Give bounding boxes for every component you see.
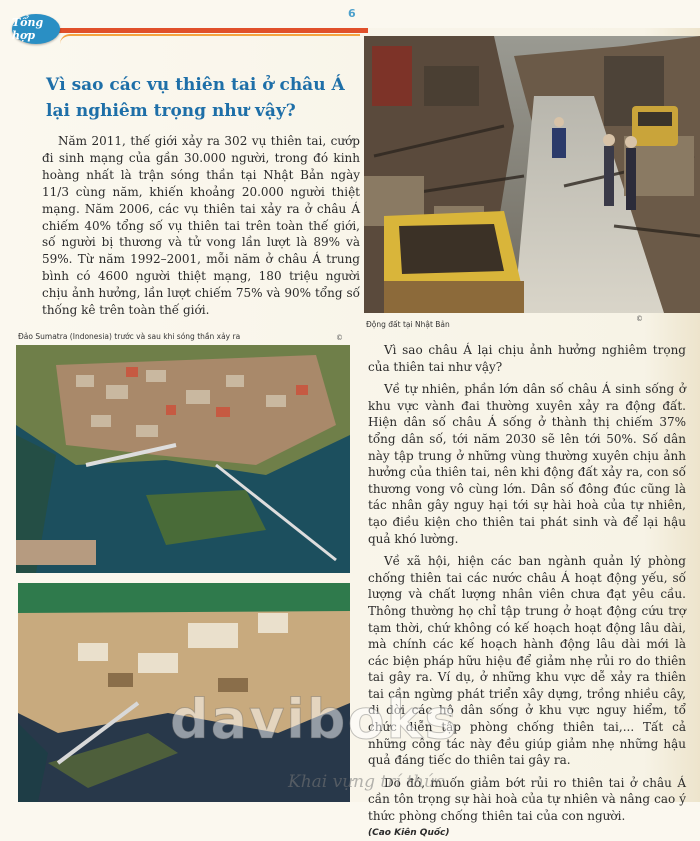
article-author: (Cao Kiên Quốc) <box>368 827 450 838</box>
sumatra-photo-caption: Đảo Sumatra (Indonesia) trước và sau khi sóng thần xảy ra <box>18 332 241 341</box>
intro-paragraph: Năm 2011, thế giới xảy ra 302 vụ thiên tai, cướp đi sinh mạng của gần 30.000 người, trong đó kinh hoàng nhất là trận sóng thần tại Nhật Bản ngày 11/3 cùng năm, khiến khoảng 20.000 người thiệt mạng. Năm 2006, các vụ thiên tai xảy ra ở châu Á chiếm 40% tổng số vụ thiên tai trên toàn thế giới, số người bị thương và tử vong lần lượt là 89% và 59%. Từ năm 1992–2001, mỗi năm ở châu Á trung bình có 4600 người thiệt mạng, 180 triệu người chịu ảnh hưởng, lần lượt chiếm 75% và 90% tổng số thống kê trên toàn thế giới. <box>42 134 360 318</box>
japan-photo-copyright: © <box>636 315 643 323</box>
article-body <box>368 342 686 841</box>
section-badge: Tổng hợp <box>12 14 60 44</box>
japan-earthquake-photo <box>364 36 700 313</box>
japan-photo-caption: Động đất tại Nhật Bản <box>366 320 450 329</box>
page-number: 6 <box>348 7 356 20</box>
publisher-watermark-slogan: Khai vựng trí thức <box>288 772 445 792</box>
sumatra-photo-copyright: © <box>336 334 343 342</box>
body-paragraph-nature: Về tự nhiên, phần lớn dân số châu Á sinh sống ở khu vực vành đai thường xuyên xảy ra động đất. Hiện dân số châu Á sống ở thành thị chiếm 37% tổng dân số, tới năm 2030 sẽ lên tới 50%. Số dân này tập trung ở những vùng thường xuyên chịu ảnh hưởng của thiên tai, nên khi động đất xảy ra, con số thương vong vô cùng lớn. Dân số đông đúc cũng là tác nhân gây nguy hại tới sự hài hoà của tự nhiên, tạo điều kiện cho thiên tai phát sinh và để lại hậu quả khó lường. <box>368 382 686 546</box>
body-paragraph-conclusion: Do đó, muốn giảm bớt rủi ro thiên tai ở châu Á cần tôn trọng sự hài hoà của tự nhiên và nâng cao ý thức phòng chống thiên tai của con người. <box>368 775 686 824</box>
article-title: Vì sao các vụ thiên tai ở châu Á lại nghiêm trọng như vậy? <box>46 75 345 121</box>
body-paragraph-society: Về xã hội, hiện các ban ngành quản lý phòng chống thiên tai các nước châu Á hoạt động yếu, số lượng và chất lượng nhân viên chưa đạt yêu cầu. Thông thường họ chỉ tập trung ở hoạt động cứu trợ tạm thời, chứ không có kế hoạch hoạt động lâu dài, mà chính các kế hoạch hành động lâu dài mới là các biện pháp hữu hiệu để giảm nhẹ rủi ro do thiên tai gây ra. Ví dụ, ở những khu vực dễ xảy ra thiên tai cần ngừng phát triển xây dựng, trồng nhiều cây, di dời các hộ dân sống ở khu vực nguy hiểm, tổ chức diễn tập phòng chống thiên tai,... Tất cả những công tác này đều giúp giảm nhẹ những hậu quả đáng tiếc do thiên tai gây ra. <box>368 554 686 768</box>
sumatra-before-photo <box>16 345 350 573</box>
publisher-watermark: daviboks <box>170 688 459 751</box>
header-decor-arc-thin <box>60 34 360 44</box>
body-question: Vì sao châu Á lại chịu ảnh hưởng nghiêm trọng của thiên tai như vậy? <box>368 343 686 374</box>
